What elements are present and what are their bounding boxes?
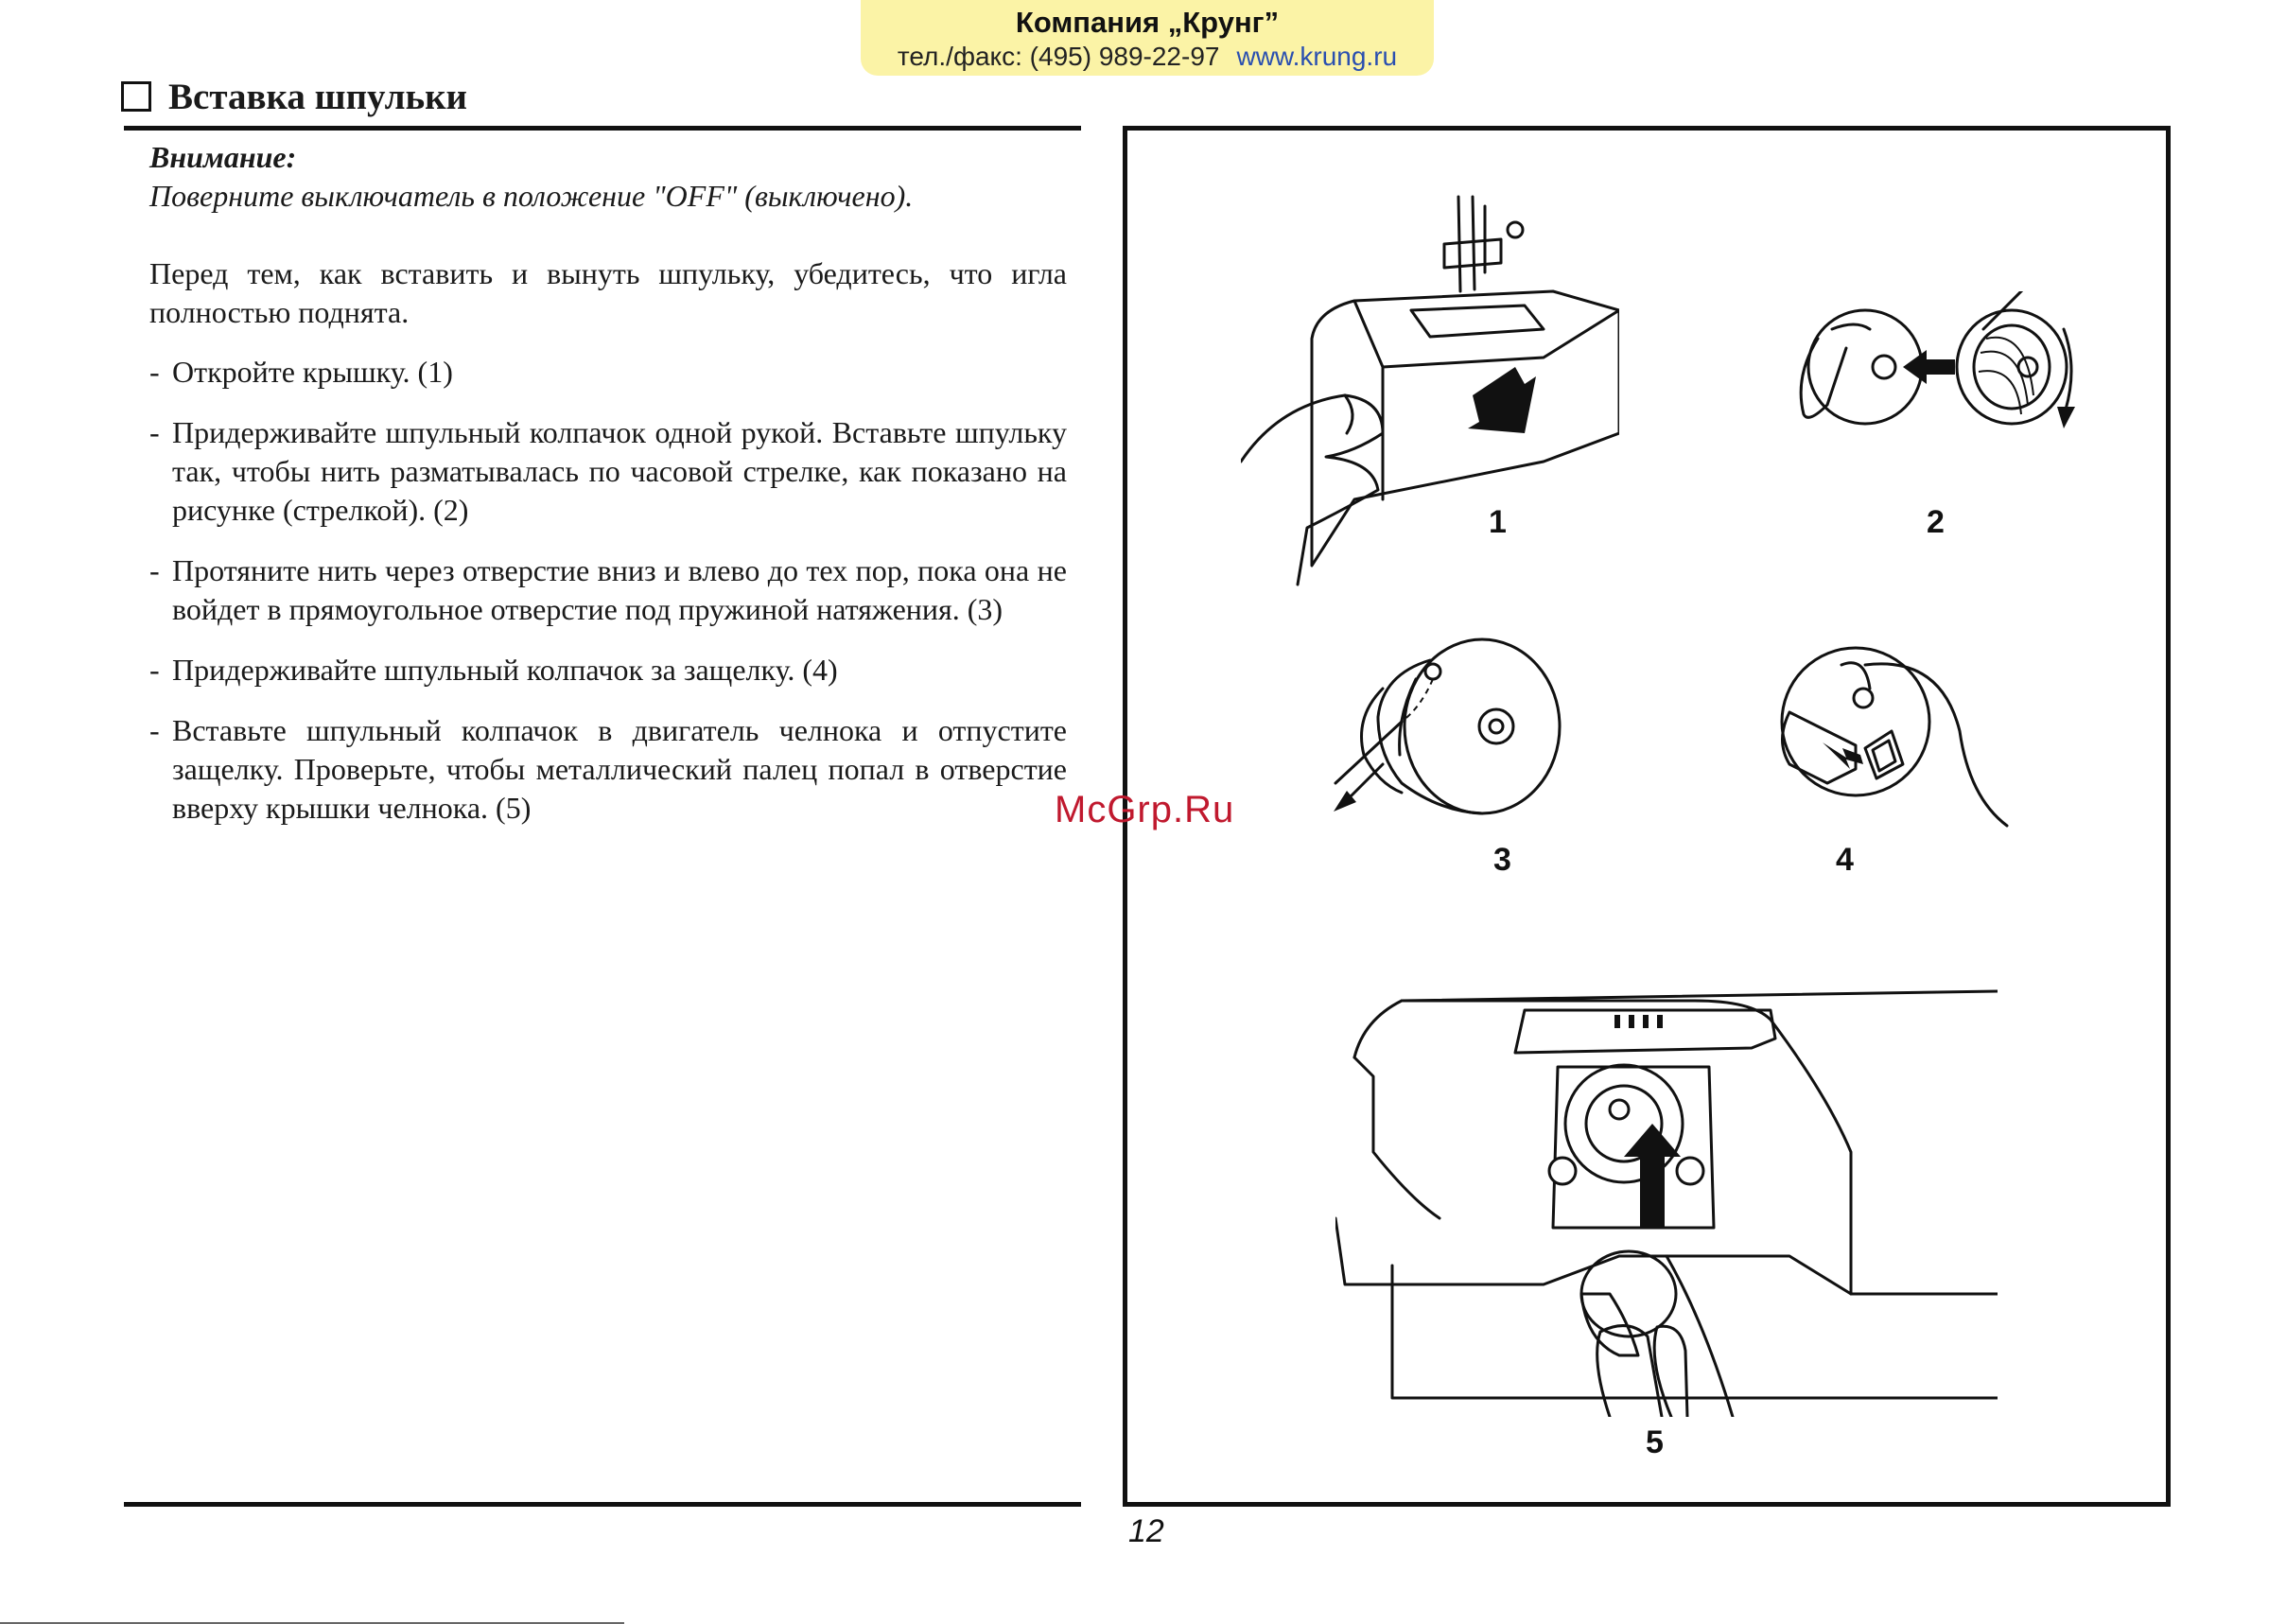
- company-name: Компания „Крунг”: [1015, 6, 1280, 39]
- figure-hold-latch: [1752, 637, 2045, 854]
- illustrations-frame: [1123, 126, 2171, 1507]
- figure-number: 5: [1646, 1424, 1664, 1460]
- figure-number: 3: [1493, 842, 1511, 878]
- intro-paragraph: Перед тем, как вставить и вынуть шпульку, убедитесь, что игла полностью поднята.: [149, 256, 1067, 329]
- figure-number: 1: [1489, 504, 1507, 540]
- step-item: - Откройте крышку. (1): [149, 353, 1067, 392]
- step-item: - Протяните нить через отверстие вниз и влево до тех пор, пока она не войдет в прямоугольное отверстие под пружиной натяжения. (3): [149, 551, 1067, 629]
- company-banner: [861, 0, 1434, 76]
- figure-thread-bobbin-case: [1326, 632, 1572, 859]
- figure-insert-bobbin: [1780, 291, 2083, 480]
- step-item: - Вставьте шпульный колпачок в двигатель челнока и отпустите защелку. Проверьте, чтобы металлический палец попал в отверстие вверху крышки челнока. (5): [149, 711, 1067, 828]
- instructions-column: [149, 138, 1067, 849]
- step-item: - Придерживайте шпульный колпачок за защелку. (4): [149, 651, 1067, 690]
- top-rule: [124, 126, 1081, 131]
- notice-text: Поверните выключатель в положение "OFF" (выключено).: [149, 179, 914, 213]
- bottom-rule: [124, 1502, 1081, 1507]
- steps-list: [149, 353, 1067, 828]
- website-link[interactable]: www.krung.ru: [1236, 42, 1398, 71]
- figure-open-cover: [1241, 178, 1619, 594]
- section-checkbox-icon: [121, 81, 151, 112]
- figure-insert-case-into-hook: [1335, 982, 1998, 1417]
- watermark: McGrp.Ru: [1055, 789, 1235, 830]
- figure-number: 4: [1836, 842, 1854, 878]
- company-contacts: [861, 42, 1434, 72]
- figure-number: 2: [1927, 504, 1945, 540]
- step-item: - Придерживайте шпульный колпачок одной рукой. Вставьте шпульку так, чтобы нить разматывалась по часовой стрелке, как показано на рисунке (стрелкой). (2): [149, 413, 1067, 530]
- page-number: 12: [1128, 1513, 1164, 1549]
- section-title: Вставка шпульки: [168, 76, 468, 117]
- phone-fax: тел./факс: (495) 989-22-97: [897, 42, 1220, 71]
- section-header: [121, 70, 467, 123]
- notice-heading: Внимание:: [149, 140, 297, 174]
